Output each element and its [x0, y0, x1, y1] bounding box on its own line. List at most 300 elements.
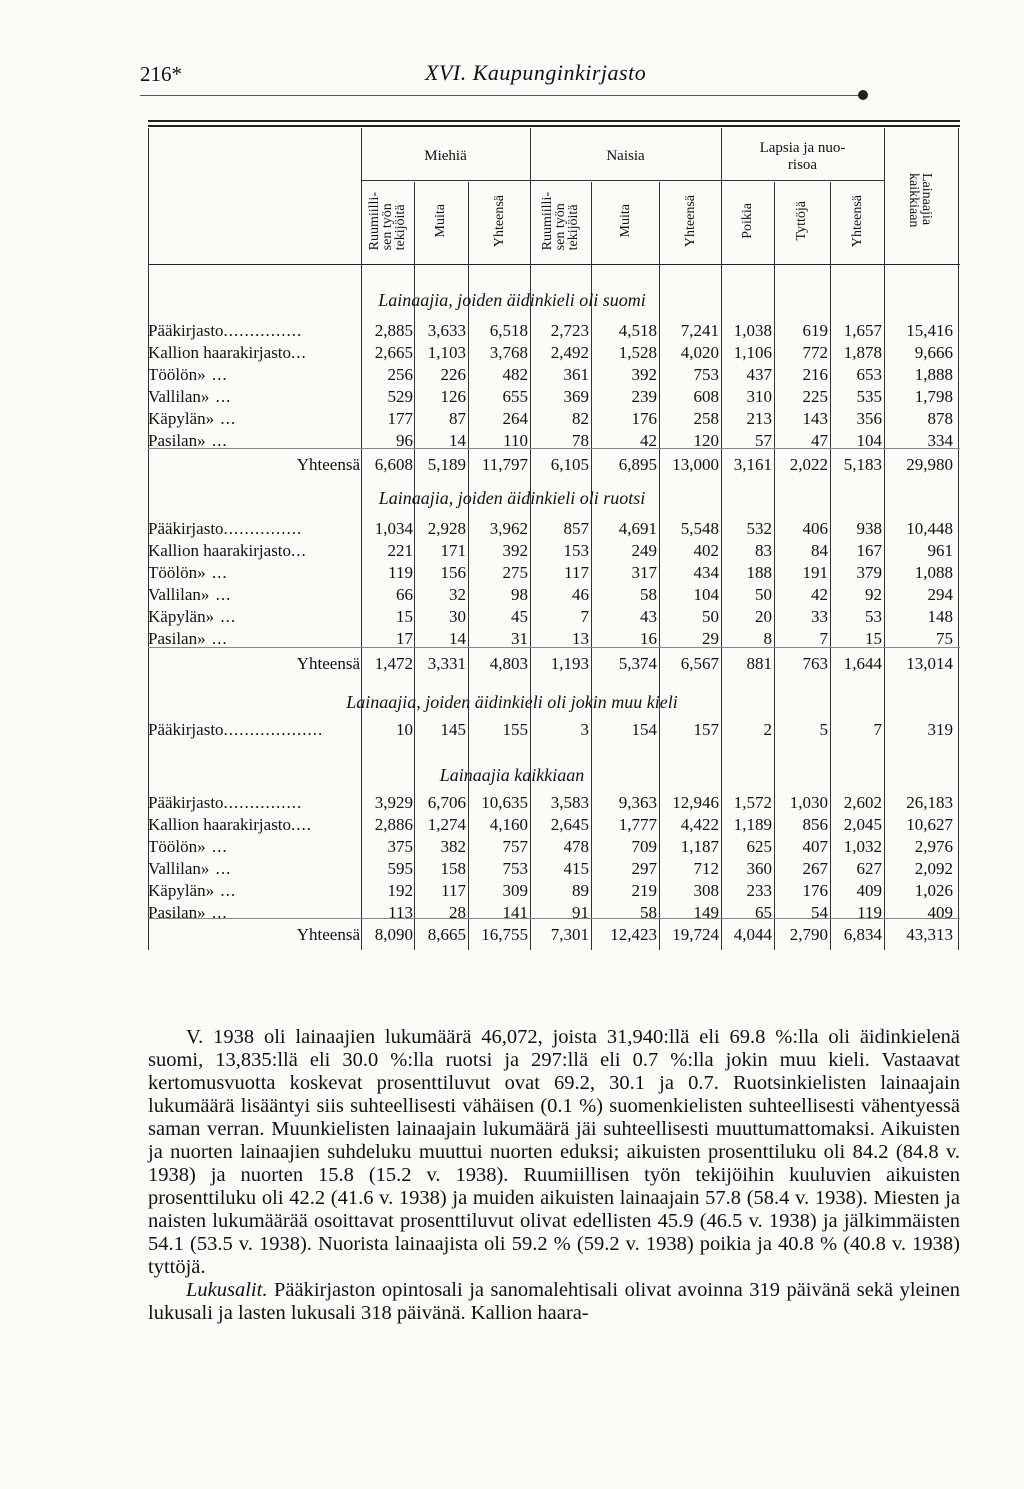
row-label-text: Pääkirjasto [148, 519, 224, 538]
column-header-label: Muita [432, 204, 448, 238]
table-cell: 2,645 [550, 815, 589, 834]
table-cell: 155 [502, 720, 528, 739]
table-cell: 13 [572, 629, 589, 648]
table-cell: 1,572 [733, 793, 772, 812]
table-cell: 157 [693, 720, 719, 739]
column-header [479, 182, 519, 260]
table-cell: 20 [755, 607, 772, 626]
table-cell: 16 [640, 629, 657, 648]
running-title: XVI. Kaupunginkirjasto [425, 60, 647, 85]
table-cell: 225 [802, 387, 828, 406]
table-cell: 382 [440, 837, 466, 856]
column-header [837, 182, 877, 260]
row-label-leader: » ... [200, 585, 232, 604]
row-label [148, 837, 360, 857]
row-label-text: Pääkirjasto [148, 793, 224, 812]
row-label [148, 387, 360, 407]
table-cell: 961 [927, 541, 953, 560]
table-cell: 608 [693, 387, 719, 406]
table-top-rule [148, 120, 960, 122]
row-label-text: Käpylän [148, 881, 206, 900]
table-cell: 1,038 [733, 321, 772, 340]
table-cell: 1,088 [914, 563, 953, 582]
table-cell: 83 [755, 541, 772, 560]
table-cell: 92 [865, 585, 882, 604]
table-cell: 1,777 [618, 815, 657, 834]
table-row [148, 793, 960, 814]
table-cell: 26,183 [906, 793, 953, 812]
table-cell: 117 [441, 881, 466, 900]
table-cell: 1,888 [914, 365, 953, 384]
table-row [148, 365, 960, 386]
row-label [148, 541, 360, 561]
table-cell: 42 [811, 585, 828, 604]
column-header-label: Yhteensä [491, 194, 507, 248]
paragraph-1: V. 1938 oli lainaajien lukumäärä 46,072, joista 31,940:llä eli 69.8 %:lla oli äidinkielenä suomi, 13,835:llä eli 30.0 %:lla ruotsi ja 297:llä eli 0.7 %:lla jokin muu kieli. Vastaavat kertomusvuotta koskevat prosenttiluvut ovat 69.2, 30.1 ja 0.7. Ruotsinkielisten lainaajain lukumäärä lisääntyi siis suhteellisesti vähäisen (0.1 %) suomenkielisten suhteellisesti vähentyessä saman verran. Muunkielisten lainaajain lukumäärä jäi suhteellisesti muuttumattomaksi. Aikuisten ja nuorten lainaajien suhdeluku muuttui nuorten eduksi; aikuisten prosenttiluku oli 84.2 (84.8 v. 1938) ja nuorten 15.8 (15.2 v. 1938). Ruumiillisen työn tekijöihin kuuluvien aikuisten prosenttiluku oli 42.2 (41.6 v. 1938) ja muiden aikuisten lainaajain 57.8 (58.4 v. 1938). Miesten ja naisten lukumäärää osoittavat prosenttiluvut olivat edellisten 45.9 (46.5 v. 1938) ja jälkimmäisten 54.1 (53.5 v. 1938). Nuorista lainaajista oli 59.2 % (59.2 v. 1938) poikia ja 40.8 % (40.8 v. 1938) tyttöjä. [148, 1026, 960, 1278]
table-cell: 938 [856, 519, 882, 538]
table-cell: 156 [440, 563, 466, 582]
table-cell: 15 [396, 607, 413, 626]
row-label-text: Pääkirjasto [148, 321, 224, 340]
row-label-leader: » ... [205, 409, 237, 428]
table-cell: 653 [856, 365, 882, 384]
table-cell: 5,548 [680, 519, 719, 538]
total-label: Yhteensä [296, 654, 360, 673]
section-title: Lainaajia, joiden äidinkieli oli ruotsi [378, 488, 646, 508]
row-label-text: Vallilan [148, 585, 201, 604]
table-cell: 32 [449, 585, 466, 604]
table-cell: 110 [503, 431, 528, 450]
table-cell: 2,928 [427, 519, 466, 538]
table-cell: 2,492 [550, 343, 589, 362]
table-cell: 192 [387, 881, 413, 900]
table-cell: 478 [563, 837, 589, 856]
table-row [148, 541, 960, 562]
table-row [148, 387, 960, 408]
table-cell: 87 [449, 409, 466, 428]
table-cell: 712 [693, 859, 719, 878]
table-cell: 66 [396, 585, 413, 604]
table-cell: 4,160 [489, 815, 528, 834]
table-cell: 3 [580, 720, 589, 739]
table-cell: 78 [572, 431, 589, 450]
table-cell: 3,583 [550, 793, 589, 812]
row-label-leader: » ... [205, 607, 237, 626]
table-cell: 65 [755, 903, 772, 922]
paragraph-lukusalit [148, 1279, 960, 1325]
row-label-text: Pasilan [148, 629, 198, 648]
table-cell: 53 [865, 607, 882, 626]
table-cell: 4,691 [618, 519, 657, 538]
table-cell: 6,706 [427, 793, 466, 812]
table-cell: 58 [640, 585, 657, 604]
table-cell: 310 [746, 387, 772, 406]
table-cell: 356 [856, 409, 882, 428]
table-total-row [148, 925, 960, 946]
row-label [148, 409, 360, 429]
table-cell: 4,422 [680, 815, 719, 834]
table-cell: 1,274 [427, 815, 466, 834]
table-cell: 2,976 [914, 837, 953, 856]
table-cell: 409 [927, 903, 953, 922]
table-cell: 264 [502, 409, 528, 428]
table-cell: 213 [746, 409, 772, 428]
row-label-text: Kallion haarakirjasto [148, 343, 292, 362]
table-cell: 226 [440, 365, 466, 384]
table-cell: 14 [449, 629, 466, 648]
table-cell: 753 [502, 859, 528, 878]
table-cell: 1,798 [914, 387, 953, 406]
table-cell: 10,635 [481, 793, 528, 812]
total-cell: 11,797 [481, 455, 528, 474]
row-label-text: Pääkirjasto [148, 720, 224, 739]
table-cell: 45 [511, 607, 528, 626]
table-cell: 17 [396, 629, 413, 648]
row-label-text: Kallion haarakirjasto [148, 815, 292, 834]
table-cell: 221 [387, 541, 413, 560]
table-cell: 216 [802, 365, 828, 384]
table-cell: 158 [440, 859, 466, 878]
total-cell: 6,105 [550, 455, 589, 474]
table-cell: 43 [640, 607, 657, 626]
table-cell: 2,602 [843, 793, 882, 812]
table-cell: 402 [693, 541, 719, 560]
table-cell: 219 [631, 881, 657, 900]
table-cell: 249 [631, 541, 657, 560]
row-label [148, 343, 360, 363]
table-row [148, 409, 960, 430]
row-label [148, 607, 360, 627]
row-label-text: Käpylän [148, 607, 206, 626]
table-total-row [148, 654, 960, 675]
row-label-leader: » ... [205, 881, 237, 900]
row-label-leader: » ... [197, 431, 228, 450]
total-cell: 4,803 [489, 654, 528, 673]
row-label [148, 793, 360, 813]
row-label-leader: ............... [223, 321, 303, 340]
total-cell: 6,834 [843, 925, 882, 944]
table-cell: 143 [802, 409, 828, 428]
total-rule [148, 448, 960, 449]
table-cell: 9,666 [914, 343, 953, 362]
table-cell: 7 [819, 629, 828, 648]
row-label-leader: ... [291, 541, 307, 560]
row-label-text: Vallilan [148, 387, 201, 406]
table-cell: 856 [802, 815, 828, 834]
table-cell: 625 [746, 837, 772, 856]
table-cell: 117 [564, 563, 589, 582]
lukusalit-heading: Lukusalit. [186, 1279, 268, 1301]
table-cell: 98 [511, 585, 528, 604]
row-label-leader: ............... [223, 519, 303, 538]
table-cell: 1,189 [733, 815, 772, 834]
table-cell: 84 [811, 541, 828, 560]
table-cell: 294 [927, 585, 953, 604]
row-label-text: Käpylän [148, 409, 206, 428]
row-label [148, 365, 360, 385]
table-cell: 1,026 [914, 881, 953, 900]
row-label-text: Töölön [148, 837, 198, 856]
table-cell: 1,030 [789, 793, 828, 812]
total-cell: 881 [746, 654, 772, 673]
table-cell: 1,657 [843, 321, 882, 340]
table-cell: 176 [631, 409, 657, 428]
table-cell: 104 [693, 585, 719, 604]
row-label [148, 903, 360, 923]
section-title: Lainaajia, joiden äidinkieli oli suomi [378, 290, 646, 310]
table-cell: 297 [631, 859, 657, 878]
table-cell: 176 [802, 881, 828, 900]
table-cell: 4,020 [680, 343, 719, 362]
column-group-header: Lapsia ja nuo- risoa [759, 140, 846, 173]
table-cell: 188 [746, 563, 772, 582]
table-cell: 46 [572, 585, 589, 604]
column-header [367, 182, 407, 260]
table-cell: 619 [802, 321, 828, 340]
column-header-label: Muita [617, 204, 633, 238]
total-cell: 1,472 [374, 654, 413, 673]
table-cell: 1,106 [733, 343, 772, 362]
table-cell: 126 [440, 387, 466, 406]
table-cell: 15 [865, 629, 882, 648]
total-cell: 2,022 [789, 455, 828, 474]
table-cell: 239 [631, 387, 657, 406]
table-cell: 30 [449, 607, 466, 626]
table-cell: 482 [502, 365, 528, 384]
table-cell: 757 [502, 837, 528, 856]
table-cell: 2,092 [914, 859, 953, 878]
column-group-header: Miehiä [424, 148, 467, 164]
table-cell: 392 [631, 365, 657, 384]
table-cell: 141 [502, 903, 528, 922]
table-cell: 50 [755, 585, 772, 604]
body-paragraph [148, 1026, 960, 1325]
table-cell: 2,885 [374, 321, 413, 340]
table-cell: 529 [387, 387, 413, 406]
table-cell: 9,363 [618, 793, 657, 812]
table-cell: 753 [693, 365, 719, 384]
table-cell: 3,962 [489, 519, 528, 538]
table-cell: 258 [693, 409, 719, 428]
table-total-row [148, 455, 960, 476]
row-label-text: Vallilan [148, 859, 201, 878]
table-header-bottom-rule [148, 264, 960, 265]
table-cell: 120 [693, 431, 719, 450]
table-cell: 14 [449, 431, 466, 450]
section-title: Lainaajia, joiden äidinkieli oli jokin muu kieli [346, 692, 678, 712]
table-cell: 319 [927, 720, 953, 739]
table-cell: 275 [502, 563, 528, 582]
table-cell: 42 [640, 431, 657, 450]
table-cell: 10,627 [906, 815, 953, 834]
table-cell: 317 [631, 563, 657, 582]
row-label-leader: ................... [223, 720, 324, 739]
table-cell: 191 [802, 563, 828, 582]
table-cell: 1,034 [374, 519, 413, 538]
table-cell: 361 [563, 365, 589, 384]
row-label-leader: .... [291, 815, 313, 834]
row-label [148, 563, 360, 583]
table-cell: 58 [640, 903, 657, 922]
table-cell: 33 [811, 607, 828, 626]
table-cell: 267 [802, 859, 828, 878]
row-label-leader: » ... [197, 629, 228, 648]
row-label [148, 585, 360, 605]
table-cell: 149 [693, 903, 719, 922]
table-cell: 7 [873, 720, 882, 739]
table-cell: 119 [388, 563, 413, 582]
table-cell: 3,768 [489, 343, 528, 362]
table-cell: 309 [502, 881, 528, 900]
total-cell: 6,895 [618, 455, 657, 474]
table-cell: 145 [440, 720, 466, 739]
column-header [727, 182, 767, 260]
column-separator [884, 128, 885, 182]
total-cell: 5,183 [843, 455, 882, 474]
row-label [148, 629, 360, 649]
table-cell: 1,103 [427, 343, 466, 362]
table-cell: 10,448 [906, 519, 953, 538]
table-row [148, 720, 960, 741]
table-row [148, 321, 960, 342]
table-cell: 360 [746, 859, 772, 878]
table-cell: 857 [563, 519, 589, 538]
column-group-rule [530, 180, 721, 181]
row-label-leader: ... [291, 343, 307, 362]
column-group-header: Naisia [606, 148, 645, 164]
total-cell: 5,189 [427, 455, 466, 474]
table-cell: 1,878 [843, 343, 882, 362]
table-row [148, 519, 960, 540]
row-label-text: Töölön [148, 563, 198, 582]
table-cell: 154 [631, 720, 657, 739]
table-cell: 5 [819, 720, 828, 739]
column-header-label: Yhteensä [849, 194, 865, 248]
total-cell: 6,567 [680, 654, 719, 673]
table-cell: 437 [746, 365, 772, 384]
table-row [148, 815, 960, 836]
row-label-text: Pasilan [148, 431, 198, 450]
column-group-rule [721, 180, 884, 181]
table-cell: 104 [856, 431, 882, 450]
row-label-text: Töölön [148, 365, 198, 384]
table-cell: 6,518 [489, 321, 528, 340]
table-cell: 3,929 [374, 793, 413, 812]
total-cell: 1,644 [843, 654, 882, 673]
total-cell: 4,044 [733, 925, 772, 944]
column-header [605, 182, 645, 260]
row-label [148, 881, 360, 901]
lukusalit-text: Pääkirjaston opintosali ja sanomalehtisali olivat avoinna 319 päivänä sekä yleinen lukusali ja lasten lukusali 318 päivänä. Kallion haara- [148, 1279, 961, 1324]
row-label [148, 859, 360, 879]
column-header-label: Ruumiilli- sen työn tekijöitä [366, 191, 408, 251]
column-header [781, 182, 821, 260]
table-cell: 627 [856, 859, 882, 878]
table-cell: 2,723 [550, 321, 589, 340]
column-header-label: Ruumiilli- sen työn tekijöitä [539, 191, 581, 251]
column-header-label: Poikia [739, 203, 755, 239]
table-cell: 595 [387, 859, 413, 878]
table-cell: 148 [927, 607, 953, 626]
table-cell: 2 [763, 720, 772, 739]
table-row [148, 837, 960, 858]
table-cell: 82 [572, 409, 589, 428]
table-cell: 91 [572, 903, 589, 922]
table-cell: 535 [856, 387, 882, 406]
table-cell: 1,187 [680, 837, 719, 856]
table-cell: 54 [811, 903, 828, 922]
total-cell: 3,161 [733, 455, 772, 474]
table-row [148, 859, 960, 880]
column-header-label: Lainaajia kaikkiaan [906, 172, 934, 228]
table-cell: 878 [927, 409, 953, 428]
total-rule [148, 647, 960, 648]
table-cell: 369 [563, 387, 589, 406]
table-cell: 379 [856, 563, 882, 582]
table-row [148, 563, 960, 584]
table-cell: 409 [856, 881, 882, 900]
total-cell: 3,331 [427, 654, 466, 673]
row-label [148, 519, 360, 539]
table-cell: 119 [857, 903, 882, 922]
table-cell: 15,416 [906, 321, 953, 340]
row-label-leader: » ... [197, 365, 228, 384]
row-label-leader: » ... [197, 563, 228, 582]
table-cell: 434 [693, 563, 719, 582]
column-header [420, 182, 460, 260]
table-cell: 406 [802, 519, 828, 538]
table-cell: 7,241 [680, 321, 719, 340]
column-group-rule [361, 180, 530, 181]
table-cell: 2,045 [843, 815, 882, 834]
row-label-text: Kallion haarakirjasto [148, 541, 292, 560]
table-cell: 89 [572, 881, 589, 900]
row-label-text: Pasilan [148, 903, 198, 922]
table-cell: 57 [755, 431, 772, 450]
row-label [148, 720, 360, 740]
table-cell: 709 [631, 837, 657, 856]
table-cell: 2,665 [374, 343, 413, 362]
table-cell: 10 [396, 720, 413, 739]
column-header-label: Yhteensä [682, 194, 698, 248]
table-cell: 31 [511, 629, 528, 648]
table-row [148, 881, 960, 902]
total-cell: 8,665 [427, 925, 466, 944]
table-row [148, 607, 960, 628]
table-cell: 177 [387, 409, 413, 428]
table-cell: 7 [580, 607, 589, 626]
table-row [148, 343, 960, 364]
table-cell: 8 [763, 629, 772, 648]
table-cell: 153 [563, 541, 589, 560]
row-label-leader: » ... [200, 387, 232, 406]
table-cell: 308 [693, 881, 719, 900]
total-cell: 13,000 [672, 455, 719, 474]
row-label [148, 815, 360, 835]
table-cell: 75 [936, 629, 953, 648]
table-cell: 12,946 [672, 793, 719, 812]
table-cell: 50 [702, 607, 719, 626]
column-header [540, 182, 580, 260]
table-row [148, 585, 960, 606]
total-cell: 19,724 [672, 925, 719, 944]
table-cell: 532 [746, 519, 772, 538]
total-label: Yhteensä [296, 925, 360, 944]
total-cell: 29,980 [906, 455, 953, 474]
table-cell: 171 [440, 541, 466, 560]
table-cell: 772 [802, 343, 828, 362]
total-cell: 7,301 [550, 925, 589, 944]
